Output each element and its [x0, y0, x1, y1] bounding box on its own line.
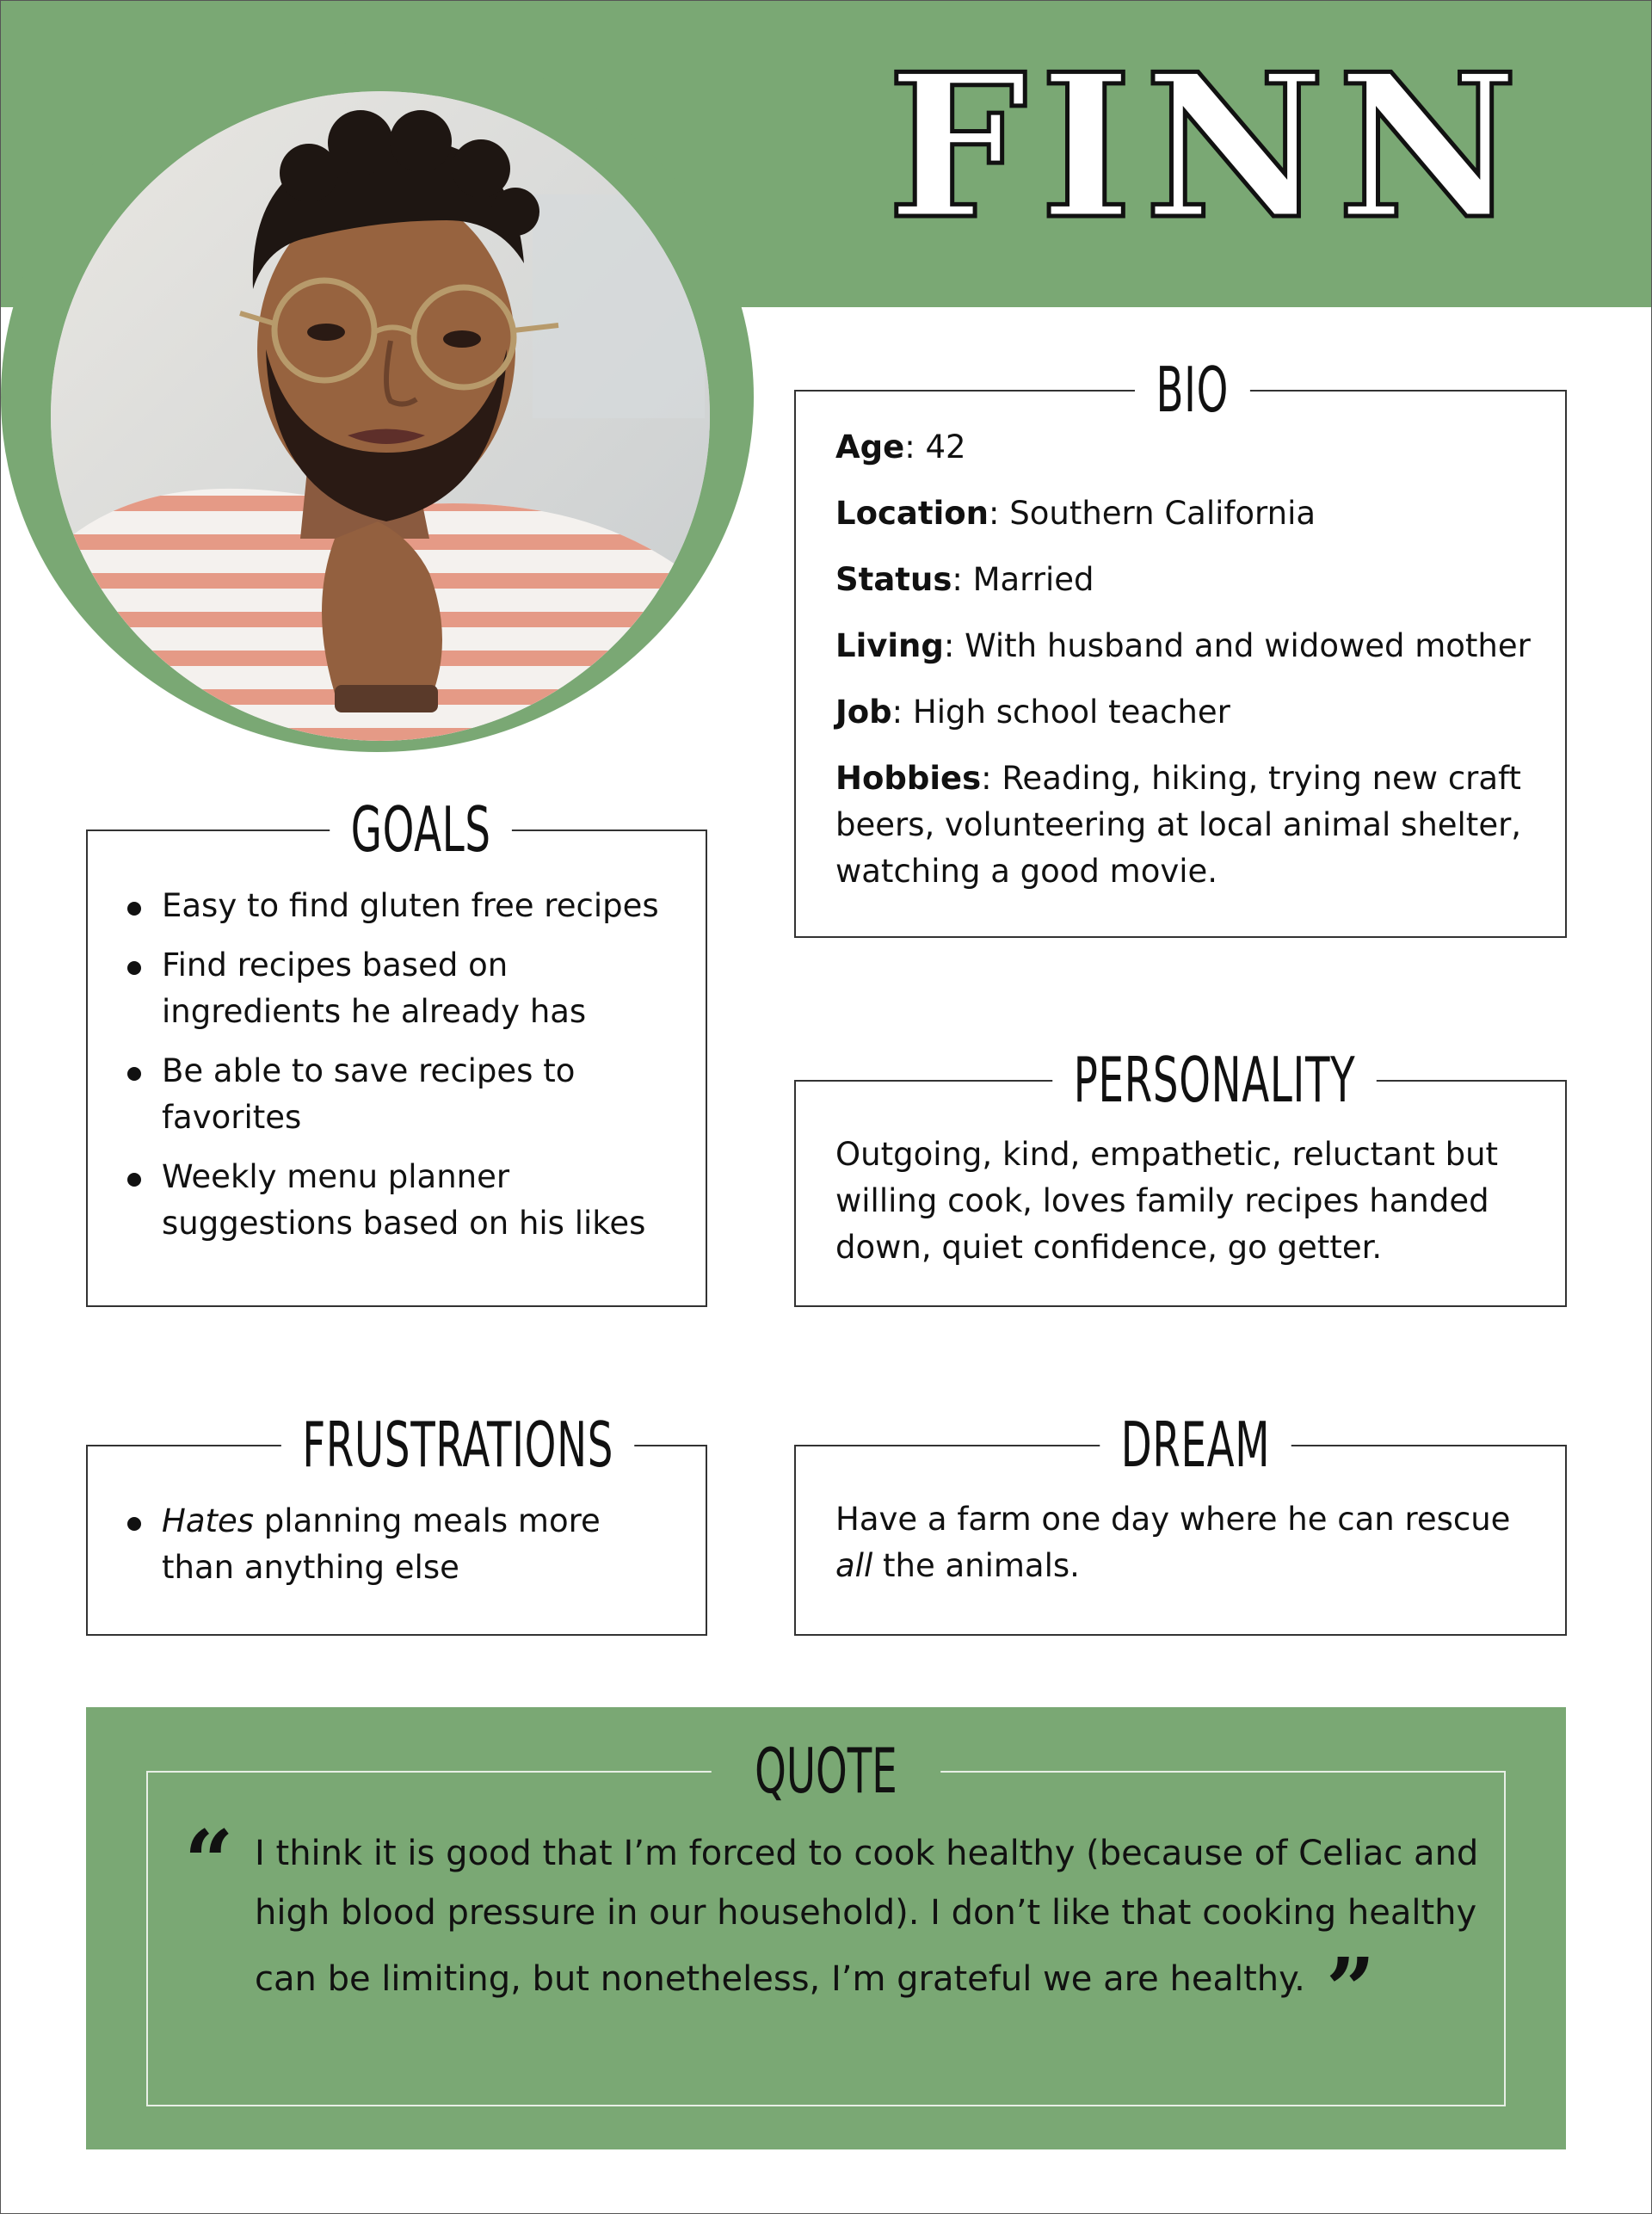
- persona-name: FINN: [887, 31, 1531, 263]
- frustration-emphasis: Hates: [162, 1502, 255, 1539]
- bio-row-living: [835, 623, 1539, 669]
- bio-row-hobbies: [835, 755, 1539, 895]
- bio-value: : With husband and widowed mother: [943, 627, 1531, 664]
- frustrations-list: [127, 1498, 680, 1604]
- goals-list: [127, 883, 680, 1260]
- bio-label: Hobbies: [835, 760, 982, 797]
- dream-title: DREAM: [1100, 1402, 1291, 1488]
- dream-text-start: Have a farm one day where he can rescue: [835, 1501, 1511, 1538]
- bio-label: Location: [835, 495, 989, 532]
- bio-row-location: [835, 490, 1539, 537]
- dream-text-end: the animals.: [872, 1547, 1080, 1584]
- quote-body: I think it is good that I’m forced to cook healthy (because of Celiac and high blood pressure in our household). I don’t like that cooking healthy can be limiting, but nonetheless, I’m grateful we are healthy.: [255, 1834, 1479, 1999]
- bio-value: : Married: [952, 561, 1094, 598]
- bio-value: : High school teacher: [891, 694, 1230, 731]
- bio-row-status: [835, 557, 1539, 603]
- bio-row-job: [835, 689, 1539, 736]
- quote-frame: [146, 1735, 1506, 2106]
- frustrations-title: FRUSTRATIONS: [281, 1402, 635, 1488]
- bio-title: BIO: [1135, 347, 1250, 433]
- bio-label: Status: [835, 561, 952, 598]
- avatar: [51, 91, 710, 741]
- goals-title: GOALS: [330, 786, 512, 873]
- bio-value: : 42: [904, 429, 966, 466]
- bio-label: Living: [835, 627, 944, 664]
- quote-panel: [86, 1707, 1566, 2149]
- dream-text: [835, 1496, 1539, 1589]
- bio-value: : Reading, hiking, trying new craft beers, volunteering at local animal shelter, watching a good movie.: [835, 760, 1522, 890]
- goal-item: Easy to find gluten free recipes: [127, 883, 680, 929]
- goals-card: [86, 793, 707, 1307]
- bio-details: [835, 424, 1539, 915]
- bio-card: [794, 354, 1567, 938]
- goal-item: Find recipes based on ingredients he already has: [127, 942, 680, 1035]
- open-quote-icon: “: [184, 1811, 234, 1913]
- bio-row-age: [835, 424, 1539, 471]
- goal-item: Be able to save recipes to favorites: [127, 1048, 680, 1141]
- quote-title: QUOTE: [712, 1728, 940, 1814]
- bio-value: : Southern California: [989, 495, 1316, 532]
- frustration-text: planning meals more than anything else: [162, 1502, 601, 1586]
- photo-frame: [1, 42, 754, 752]
- bio-label: Age: [835, 429, 905, 466]
- frustration-item: [127, 1498, 680, 1591]
- close-quote-icon: ”: [1325, 1939, 1376, 2040]
- quote-title-wrap: [148, 1728, 1504, 1814]
- frustrations-card: [86, 1409, 707, 1636]
- dream-card: [794, 1409, 1567, 1636]
- personality-card: [794, 1044, 1567, 1307]
- dream-emphasis: all: [835, 1547, 873, 1584]
- personality-text: Outgoing, kind, empathetic, reluctant but willing cook, loves family recipes handed down, quiet confidence, go getter.: [835, 1136, 1499, 1266]
- bio-label: Job: [835, 694, 892, 731]
- portrait-illustration: [51, 91, 710, 741]
- goal-item: Weekly menu planner suggestions based on his likes: [127, 1154, 680, 1247]
- quote-text: [255, 1824, 1494, 2040]
- personality-title: PERSONALITY: [1052, 1037, 1377, 1123]
